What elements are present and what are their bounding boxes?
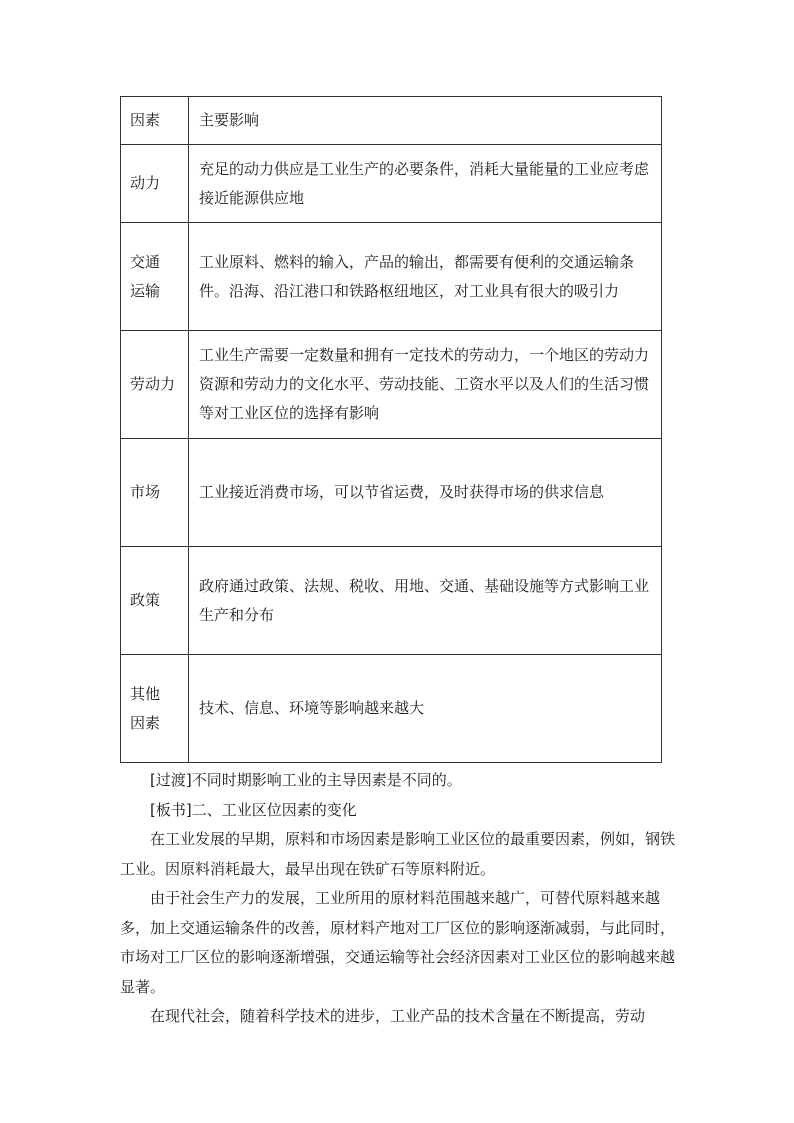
table-row xyxy=(121,655,662,763)
factor-line: 动力 xyxy=(130,174,161,192)
factor-cell xyxy=(121,439,189,547)
factor-line: 市场 xyxy=(130,483,161,501)
factor-line: 运输 xyxy=(130,281,161,300)
effect-cell: 技术、信息、环境等影响越来越大 xyxy=(189,655,662,763)
factor-cell xyxy=(121,655,189,763)
factor-line: 因素 xyxy=(130,713,161,732)
effect-cell: 工业原料、燃料的输入，产品的输出，都需要有便利的交通运输条件。沿海、沿江港口和铁路枢纽地区，对工业具有很大的吸引力 xyxy=(189,223,662,331)
effect-cell: 政府通过政策、法规、税收、用地、交通、基础设施等方式影响工业生产和分布 xyxy=(189,547,662,655)
table-row xyxy=(121,223,662,331)
factor-line: 交通 xyxy=(130,252,161,271)
effect-cell: 充足的动力供应是工业生产的必要条件，消耗大量能量的工业应考虑接近能源供应地 xyxy=(189,145,662,223)
paragraph: 在现代社会，随着科学技术的进步，工业产品的技术含量在不断提高，劳动 xyxy=(150,1007,646,1025)
lesson-text xyxy=(120,766,680,1032)
factor-line: 政策 xyxy=(130,591,161,609)
factor-cell xyxy=(121,145,189,223)
factor-cell xyxy=(121,223,189,331)
board-note: [板书]二、工业区位因素的变化 xyxy=(150,800,357,819)
table-row xyxy=(121,439,662,547)
table-header-row xyxy=(121,97,662,145)
effect-cell: 工业接近消费市场，可以节省运费，及时获得市场的供求信息 xyxy=(189,439,662,547)
paragraph: 在工业发展的早期，原料和市场因素是影响工业区位的最重要因素，例如，钢铁工业。因原料消耗最大，最早出现在铁矿石等原料附近。 xyxy=(120,830,676,878)
transition-note: [过渡]不同时期影响工业的主导因素是不同的。 xyxy=(150,771,462,789)
factor-table xyxy=(120,96,662,763)
header-factor: 因素 xyxy=(121,97,189,145)
table-row xyxy=(121,145,662,223)
effect-cell: 工业生产需要一定数量和拥有一定技术的劳动力，一个地区的劳动力资源和劳动力的文化水平、劳动技能、工资水平以及人们的生活习惯等对工业区位的选择有影响 xyxy=(189,331,662,439)
factor-cell xyxy=(121,331,189,439)
factor-line: 其他 xyxy=(130,684,161,703)
table-row xyxy=(121,547,662,655)
factor-cell xyxy=(121,547,189,655)
factor-line: 劳动力 xyxy=(130,375,176,393)
header-effect: 主要影响 xyxy=(189,97,662,145)
table-row xyxy=(121,331,662,439)
paragraph: 由于社会生产力的发展，工业所用的原材料范围越来越广，可替代原料越来越多，加上交通运输条件的改善，原材料产地对工厂区位的影响逐渐减弱，与此同时，市场对工厂区位的影响逐渐增强，交通运输等社会经济因素对工业区位的影响越来越显著。 xyxy=(120,889,676,996)
